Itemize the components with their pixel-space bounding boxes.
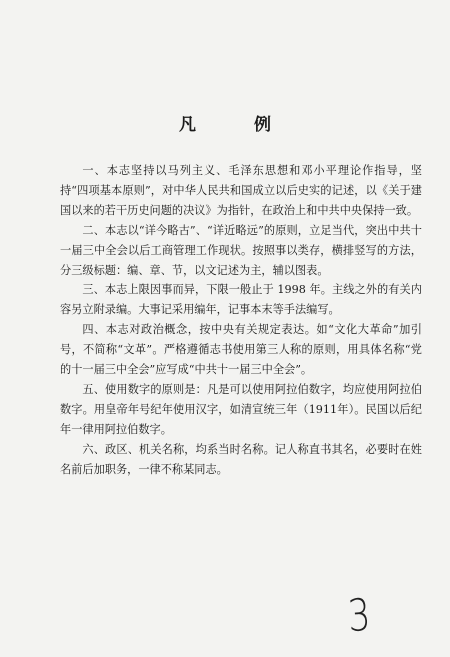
paragraph-2: 二、本志以“详今略古”、“详近略远”的原则，立足当代，突出中共十一届三中全会以后工商管理工作现状。按照事以类存，横排竖写的方法，分三级标题：编、章、节，以文记述为主，辅以图表。: [60, 223, 422, 277]
body-text: [60, 161, 422, 480]
paragraph-5: 五、使用数字的原则是：凡是可以使用阿拉伯数字，均应使用阿拉伯数字。用皇帝年号纪年使用汉字，如清宣统三年（1911年）。民国以后纪年一律用阿拉伯数字。: [60, 382, 422, 436]
page-number: 3: [346, 589, 373, 643]
paragraph-1: 一、本志坚持以马列主义、毛泽东思想和邓小平理论作指导，坚持“四项基本原则”，对中华人民共和国成立以后史实的记述，以《关于建国以来的若干历史问题的决议》为指针，在政治上和中共中央保持一致。: [60, 164, 422, 217]
paragraph-3: 三、本志上限因事而异，下限一般止于 1998 年。主线之外的有关内容另立附录编。大事记采用编年，记事本末等手法编写。: [60, 283, 422, 317]
paragraph-4: 四、本志对政治概念，按中央有关规定表达。如“文化大革命”加引号，不简称“文革”。严格遵循志书使用第三人称的原则，用具体名称“党的十一届三中全会”应写成“中共十一届三中全会”。: [60, 323, 422, 377]
page-title: 凡 例: [179, 115, 297, 135]
paragraph-6: 六、政区、机关名称，均系当时名称。记人称直书其名，必要时在姓名前后加职务，一律不称某同志。: [60, 442, 422, 476]
